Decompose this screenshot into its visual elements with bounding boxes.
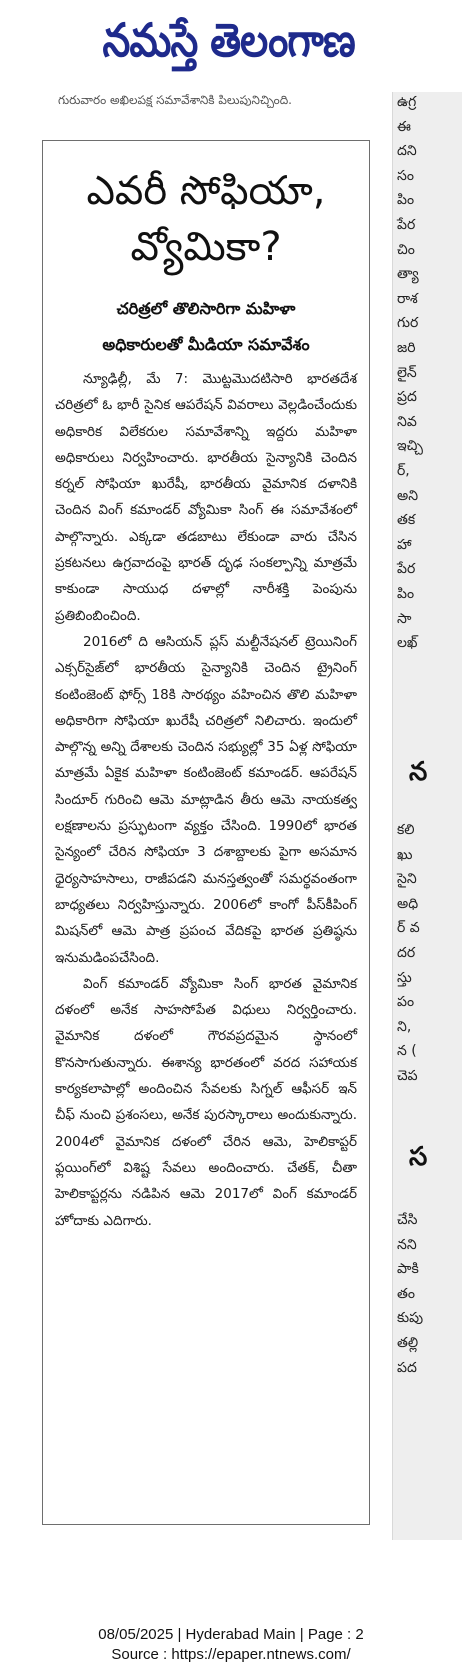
strip-top-line-16: ర్, xyxy=(397,463,410,479)
strip-top-line-12: లైన్ xyxy=(397,364,417,381)
strip-middle-line-4: అధి xyxy=(397,895,419,912)
strip-middle-line-9: ని, xyxy=(397,1018,412,1035)
strip-top-line-2: ఈ xyxy=(397,118,411,135)
strip-top-line-22: సా xyxy=(397,610,412,627)
strip-top-line-8: త్యా xyxy=(397,266,419,283)
strip-top-line-17: అని xyxy=(397,487,419,504)
headline-line-2: వ్యోమికా? xyxy=(130,224,282,270)
article-paragraph-2: 2016లో ది ఆసియన్ ప్లస్ మల్టీనేషనల్ ట్రెయినింగ్ ఎక్సర్‌సైజ్‌లో భారతీయ సైన్యానికి చెందిన ట్రైనింగ్ కంటింజెంట్ ఫోర్స్ 18కి సారథ్యం వహించిన తొలి మహిళా అధికారిగా సోఫియా ఖురేషీ చరిత్రలో నిలిచారు. ఇందులో పాల్గొన్న అన్ని దేశాలకు చెందిన సభ్యుల్లో 35 ఏళ్ల సోఫియా మాత్రమే ఏకైక మహిళా కంటింజెంట్ కమాండర్. ఆపరేషన్ సిందూర్ గురించి ఆమె మాట్లాడిన తీరు ఆమె నాయకత్వ లక్షణాలను ప్రస్ఫుటంగా వ్యక్తం చేసింది. 1990లో భారత సైన్యంలో చేరిన సోఫియా 3 దశాబ్దాలకు పైగా అసమాన ధైర్యసాహసాలు, రాజీపడని మనస్తత్వంతో సమర్థవంతంగా బాధ్యతలు నిర్వహిస్తున్నారు. 2006లో కాంగో పీస్‌కీపింగ్ మిషన్‌లో ఆమె పాత్ర ప్రపంచ వేదికపై భారత ప్రతిష్ఠను ఇనుమడింపచేసింది. xyxy=(55,633,357,966)
strip-top-line-9: రాశ xyxy=(397,290,418,307)
strip-top-line-7: చిం xyxy=(397,241,415,258)
strip-middle-line-7: స్తు xyxy=(397,969,412,986)
strip-middle-line-2: ఖు xyxy=(397,846,413,863)
headline-line-1: ఎవరీ సోఫియా, xyxy=(86,168,326,214)
article-subheading xyxy=(43,291,369,363)
footer-date-line: 08/05/2025 | Hyderabad Main | Page : 2 xyxy=(98,1626,364,1643)
strip-middle-line-11: చెప xyxy=(397,1068,418,1084)
strip-heading-2: స xyxy=(409,1142,428,1172)
strip-top-line-14: నివ xyxy=(397,413,417,430)
masthead-title: నమస్తే తెలంగాణ xyxy=(102,13,356,67)
strip-top-line-4: సం xyxy=(397,167,414,184)
article-box xyxy=(42,140,370,1525)
strip-top-line-6: పేర xyxy=(397,217,416,233)
strip-bottom-line-2: నని xyxy=(397,1236,417,1253)
strip-top-line-13: ప్రద xyxy=(397,389,417,406)
newspaper-masthead xyxy=(30,8,428,84)
article-body xyxy=(55,366,357,1234)
strip-heading-1: న xyxy=(409,757,428,787)
strip-top-line-3: దని xyxy=(397,143,417,160)
article-headline xyxy=(43,163,369,275)
strip-middle-line-1: కలి xyxy=(397,822,415,838)
strip-middle-line-10: న ( xyxy=(397,1043,417,1060)
page-footer xyxy=(0,1625,462,1665)
strip-top-line-20: పేర xyxy=(397,561,416,578)
strip-top-line-10: గుర xyxy=(397,315,419,332)
article-paragraph-3: వింగ్ కమాండర్ వ్యోమికా సింగ్ భారత వైమానిక దళంలో అనేక సాహసోపేత విధులు నిర్వర్తించారు. వైమానిక దళంలో గౌరవప్రదమైన స్థానంలో కొనసాగుతున్నారు. ఈశాన్య భారతంలో వరద సహాయక కార్యకలాపాల్లో అందించిన సేవలకు సిగ్నల్ ఆఫీసర్ ఇన్ చీఫ్ నుంచి ప్రశంసలు, అనేక పురస్కారాలు అందుకున్నారు. 2004లో వైమానిక దళంలో చేరిన ఆమె, హెలికాప్టర్ ఫ్లయింగ్‌లో విశిష్ట సేవలు అందించారు. చేతక్, చీతా హెలికాప్టర్లను నడిపిన ఆమె 2017లో వింగ్ కమాండర్ హోదాకు ఎదిగారు. xyxy=(55,975,357,1229)
strip-top-line-19: హా xyxy=(397,536,412,553)
strip-top-line-23: లఖ్ xyxy=(397,635,418,652)
strip-bottom-line-1: చేసి xyxy=(397,1212,418,1228)
strip-bottom-line-4: తం xyxy=(397,1285,415,1302)
strip-bottom-line-6: తల్లి xyxy=(397,1335,419,1351)
strip-top-line-21: పిం xyxy=(397,586,415,602)
subhead-line-2: అధికారులతో మీడియా సమావేశం xyxy=(102,335,310,354)
strip-top-line-18: తక xyxy=(397,512,416,529)
subhead-line-1: చరిత్రలో తొలిసారిగా మహిళా xyxy=(116,299,296,318)
strip-middle-line-3: సైని xyxy=(397,871,417,888)
strip-middle-line-8: పం xyxy=(397,994,415,1011)
article-paragraph-1: న్యూఢిల్లీ, మే 7: మొట్టమొదటిసారి భారతదేశ చరిత్రలో ఓ భారీ సైనిక ఆపరేషన్ వివరాలు వెల్లడించేందుకు అధికారిక విలేకరుల సమావేశాన్ని ఇద్దరు మహిళా అధికారులు నిర్వహించారు. భారతీయ సైన్యానికి చెందిన కర్నల్ సోఫియా ఖురేషీ, భారతీయ వైమానిక దళానికి చెందిన వింగ్ కమాండర్ వ్యోమికా సింగ్ ఈ సమావేశంలో పాల్గొన్నారు. ఎక్కడా తడబాటు లేకుండా వారు చేసిన ప్రకటనలు ఉగ్రవాదంపై భారత్ దృఢ సంకల్పాన్ని మాత్రమే కాకుండా సాయుధ దళాల్లో నారీశక్తి పెంపును ప్రతిబింబించింది. xyxy=(55,371,357,624)
strip-top-line-15: ఇచ్చి xyxy=(397,438,423,455)
strip-top-line-1: ఉగ్ర xyxy=(397,94,417,110)
strip-bottom-line-5: కుపు xyxy=(397,1310,424,1327)
strip-top-line-11: జరి xyxy=(397,340,416,356)
strip-top-line-5: పిం xyxy=(397,192,415,209)
previous-article-cut-line: గురువారం అఖిలపక్ష సమావేశానికి పిలుపునిచ్చింది. xyxy=(58,93,292,107)
strip-middle-line-5: ర్ వ xyxy=(397,920,420,937)
adjacent-article-strip xyxy=(392,92,462,1540)
strip-bottom-line-3: పాకి xyxy=(397,1261,419,1278)
strip-middle-line-6: దర xyxy=(397,945,416,961)
strip-bottom-line-7: పద xyxy=(397,1359,417,1376)
footer-source-line: Source : https://epaper.ntnews.com/ xyxy=(111,1646,351,1663)
